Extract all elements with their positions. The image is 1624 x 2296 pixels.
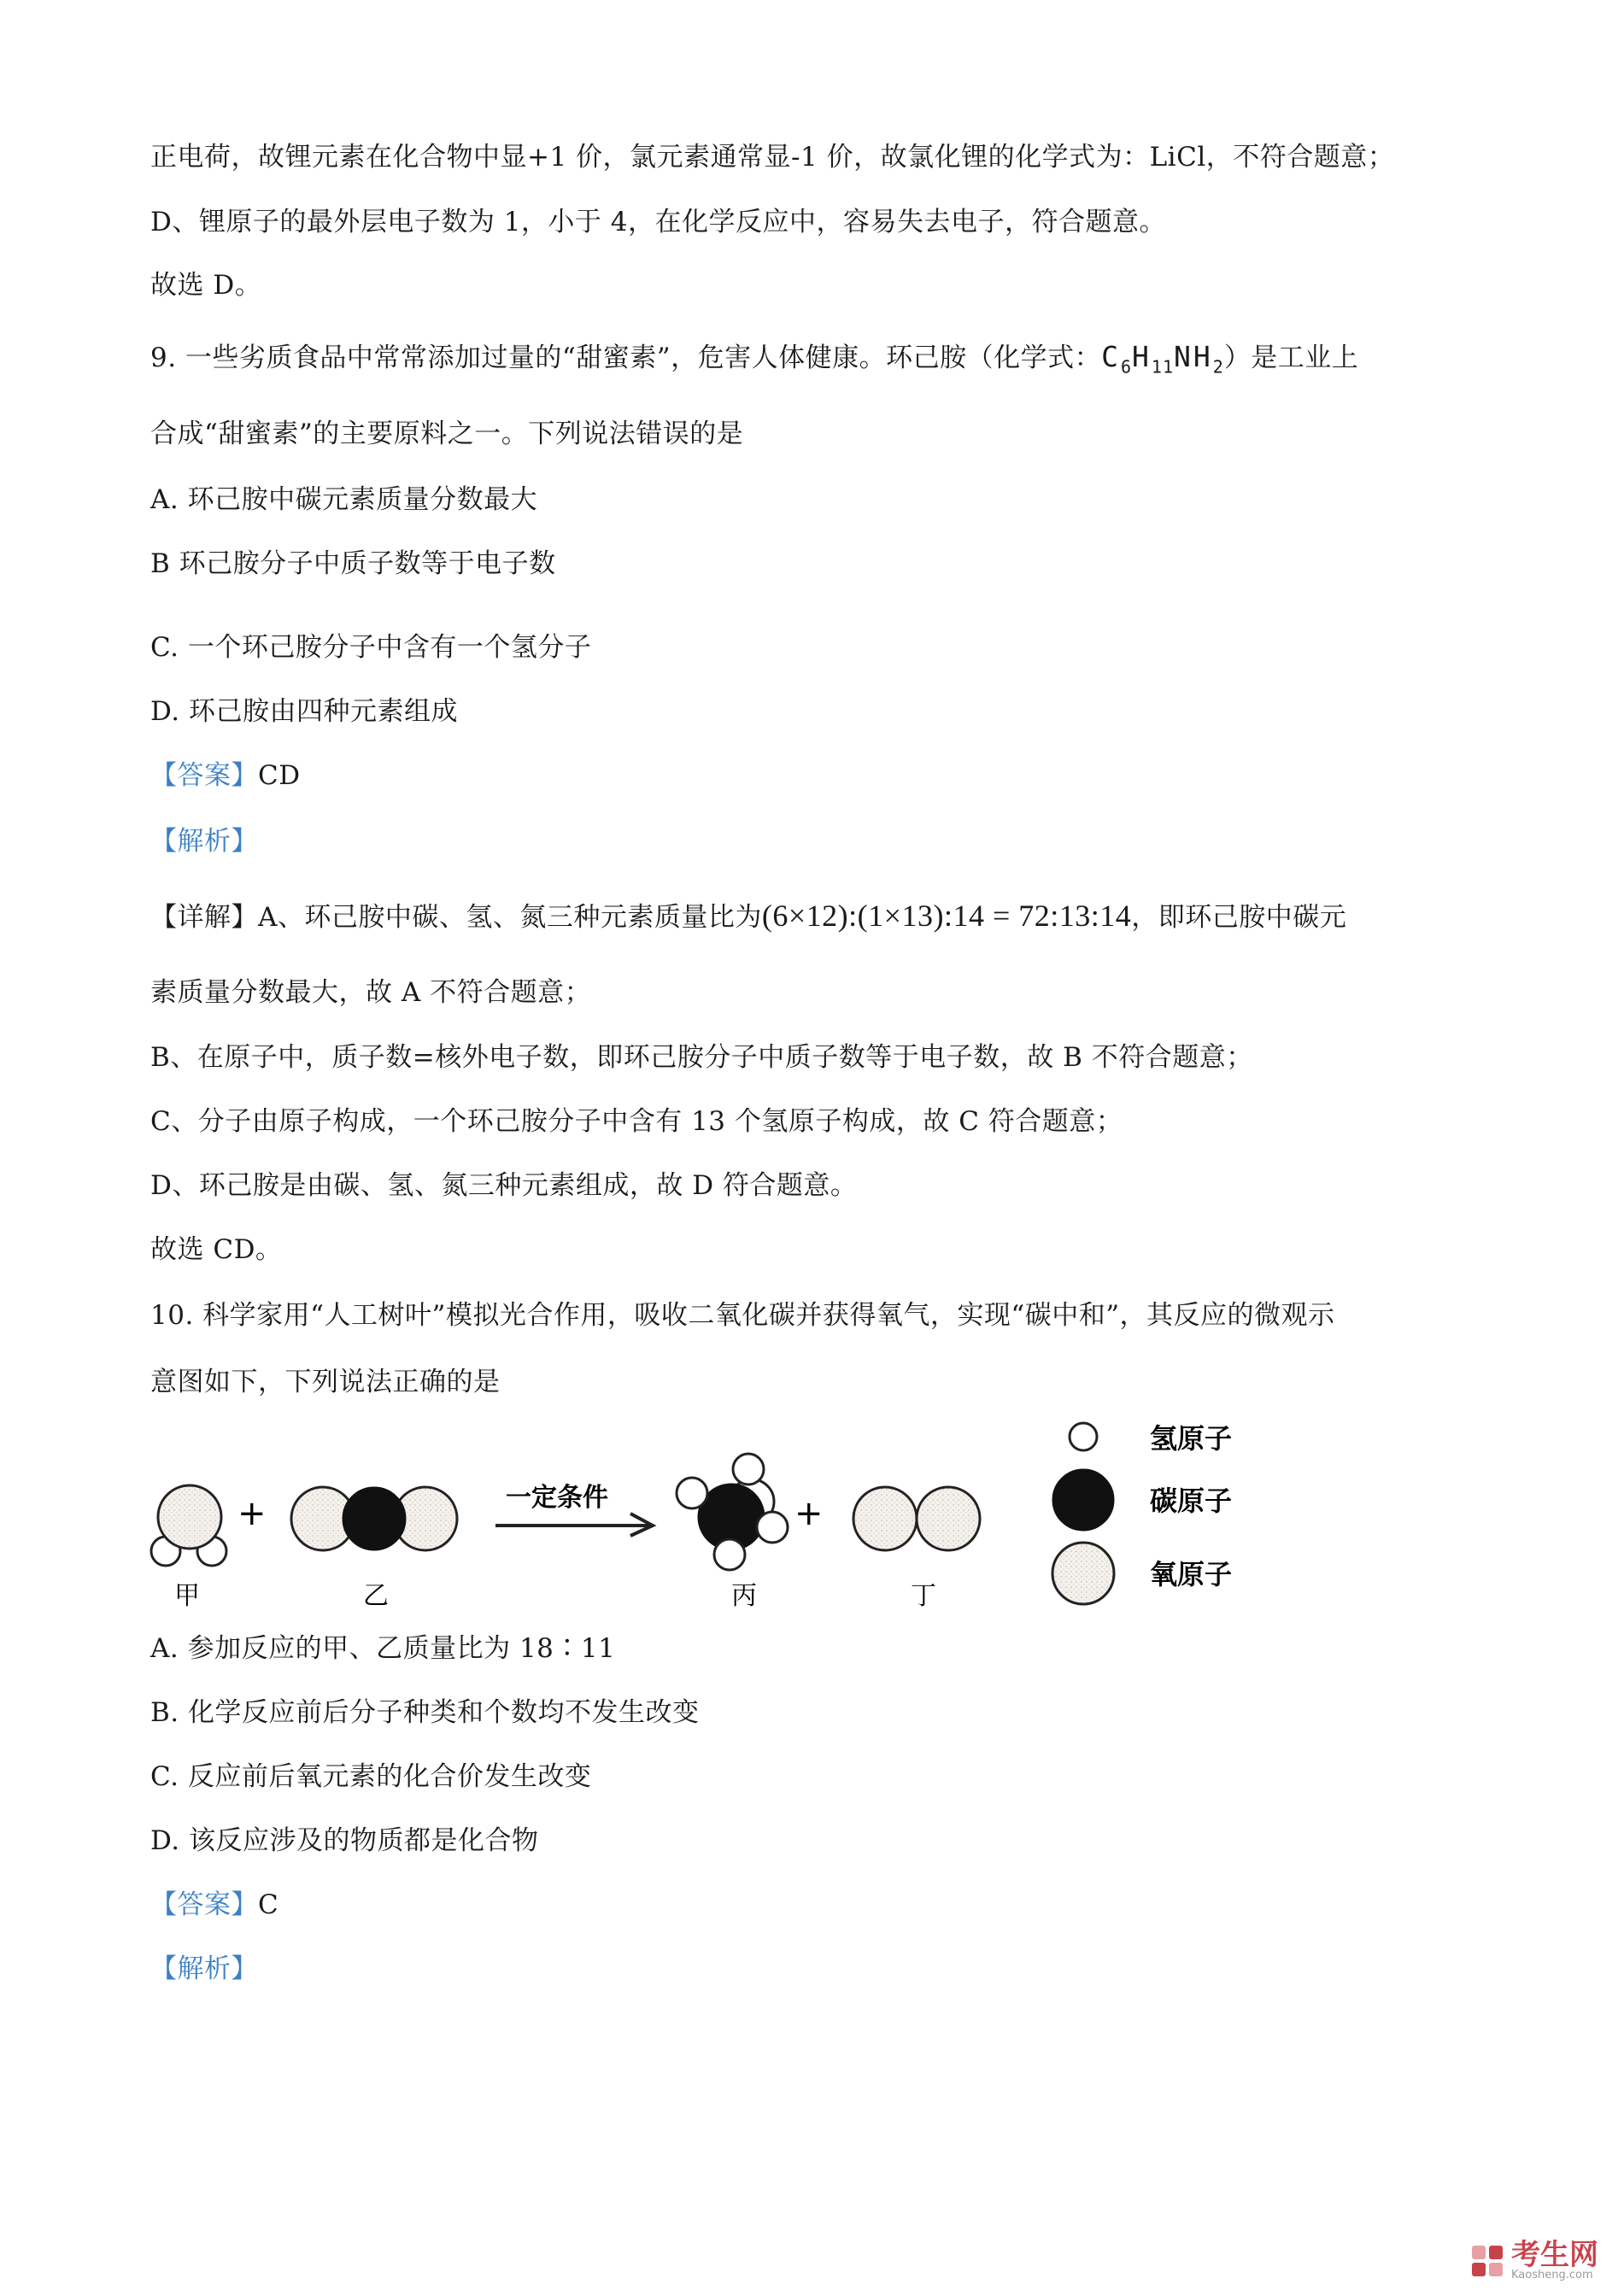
molecule-bing [677, 1454, 788, 1570]
q9-detail-b: B、在原子中，质子数=核外电子数，即环己胺分子中质子数等于电子数，故 B 不符合题意； [150, 1042, 1253, 1073]
oxygen-atom [158, 1485, 221, 1549]
text-line: 故选 D。 [150, 270, 262, 301]
hydrogen-atom [733, 1454, 764, 1485]
answer-value: CD [258, 760, 301, 791]
molecule-jia [151, 1485, 226, 1566]
q10-option-a: A. 参加反应的甲、乙质量比为 18∶11 [150, 1633, 616, 1664]
q10-analysis-tag: 【解析】 [150, 1953, 258, 1984]
watermark [1470, 2240, 1598, 2281]
legend-hydrogen-icon [1070, 1423, 1097, 1450]
hydrogen-atom [714, 1539, 745, 1570]
answer-value: C [258, 1889, 279, 1920]
hydrogen-atom [677, 1478, 707, 1508]
q9-detail-a-line2: 素质量分数最大，故 A 不符合题意； [150, 977, 592, 1008]
arrow-condition: 一定条件 [506, 1483, 608, 1513]
carbon-atom [343, 1488, 405, 1549]
oxygen-atom [853, 1487, 917, 1550]
q9-answer [150, 758, 301, 793]
q10-option-d: D. 该反应涉及的物质都是化合物 [150, 1825, 539, 1856]
plus-sign: + [237, 1494, 267, 1533]
q9-option-d: D. 环己胺由四种元素组成 [150, 696, 458, 727]
q9-conclusion: 故选 CD。 [150, 1234, 283, 1265]
q9-stem-post: ）是工业上 [1223, 343, 1359, 373]
legend-carbon-label: 碳原子 [1150, 1485, 1233, 1517]
legend [1052, 1422, 1232, 1604]
q10-stem-line1: 10. 科学家用“人工树叶”模拟光合作用，吸收二氧化碳并获得氧气，实现“碳中和”，其反应的微观示 [150, 1300, 1335, 1331]
text-line: D、锂原子的最外层电子数为 1，小于 4，在化学反应中，容易失去电子，符合题意。 [150, 207, 1167, 237]
q10-answer [150, 1888, 278, 1922]
label-bing: 丙 [731, 1581, 757, 1611]
legend-hydrogen-label: 氢原子 [1150, 1422, 1233, 1455]
answer-tag: 【答案】 [150, 1889, 258, 1920]
label-yi: 乙 [363, 1581, 389, 1611]
detail-a-post: ，即环己胺中碳元 [1131, 902, 1347, 933]
q9-detail-a [150, 899, 1346, 934]
q9-option-a: A. 环己胺中碳元素质量分数最大 [150, 484, 538, 515]
watermark-domain: Kaosheng.com [1511, 2269, 1593, 2281]
q9-detail-d: D、环己胺是由碳、氢、氮三种元素组成，故 D 符合题意。 [150, 1170, 858, 1201]
legend-oxygen-label: 氧原子 [1150, 1558, 1233, 1590]
chemical-formula: $C_6H_{11}NH_2$ [1101, 340, 1224, 378]
label-ding: 丁 [911, 1581, 936, 1611]
legend-oxygen-icon [1052, 1543, 1114, 1604]
answer-tag: 【答案】 [150, 760, 258, 791]
q9-stem [150, 340, 1358, 384]
oxygen-atom [917, 1487, 980, 1550]
plus-sign: + [794, 1494, 824, 1533]
molecule-ding [853, 1487, 980, 1550]
watermark-title: 考生网 [1511, 2238, 1598, 2272]
molecule-yi [291, 1487, 457, 1550]
kaosheng-logo-icon [1470, 2244, 1504, 2278]
detail-a-pre: A、环己胺中碳、氢、氮三种元素质量比为 [258, 902, 762, 933]
q10-stem-line2: 意图如下，下列说法正确的是 [150, 1367, 501, 1397]
hydrogen-atom [757, 1512, 788, 1543]
q9-analysis-tag: 【解析】 [150, 826, 258, 857]
reaction-diagram [137, 1401, 1281, 1623]
text-line: 正电荷，故锂元素在化合物中显+1 价，氯元素通常显-1 价，故氯化锂的化学式为：LiCl，不符合题意； [150, 142, 1395, 173]
label-jia: 甲 [174, 1581, 200, 1611]
reaction-arrow [495, 1514, 653, 1536]
q10-option-b: B. 化学反应前后分子种类和个数均不发生改变 [150, 1697, 700, 1728]
detail-tag: 【详解】 [150, 902, 258, 933]
q9-stem-pre: 9. 一些劣质食品中常常添加过量的“甜蜜素”，危害人体健康。环己胺（化学式： [150, 343, 1102, 373]
q10-option-c: C. 反应前后氧元素的化合价发生改变 [150, 1761, 592, 1792]
q9-option-c: C. 一个环己胺分子中含有一个氢分子 [150, 632, 592, 663]
mass-ratio-math: (6×12):(1×13):14 = 72:13:14 [761, 899, 1132, 933]
q9-option-b: B 环己胺分子中质子数等于电子数 [150, 548, 556, 579]
q9-stem-line2: 合成“甜蜜素”的主要原料之一。下列说法错误的是 [150, 419, 744, 449]
q9-detail-c: C、分子由原子构成，一个环己胺分子中含有 13 个氢原子构成，故 C 符合题意； [150, 1106, 1123, 1137]
legend-carbon-icon [1053, 1470, 1113, 1530]
